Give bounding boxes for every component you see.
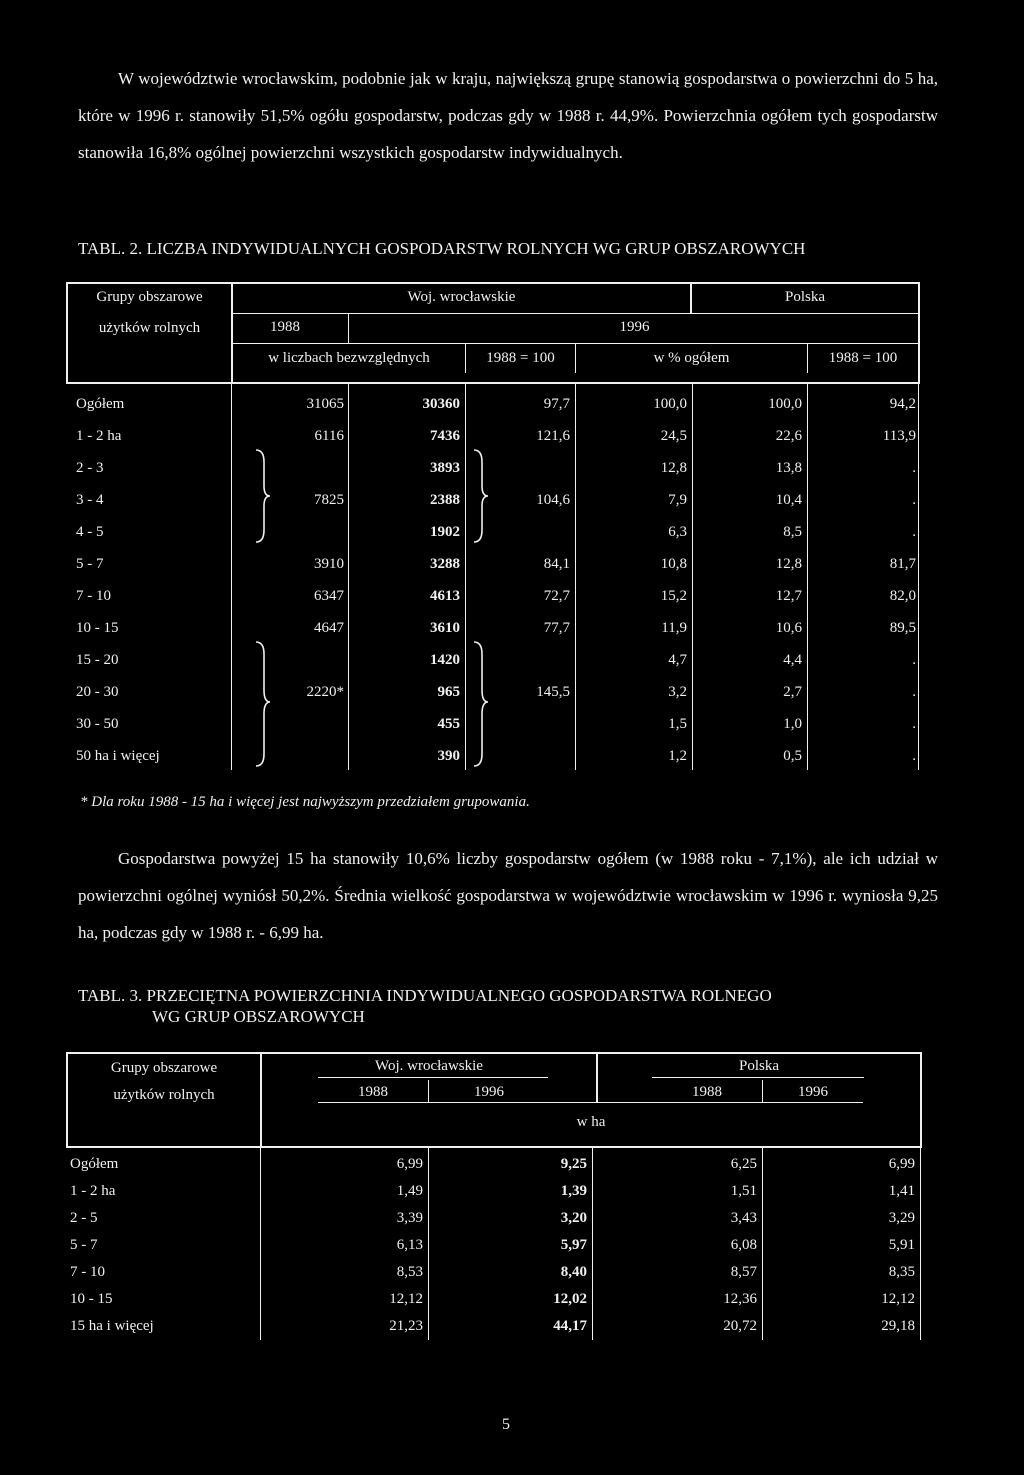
t3-cell-pl-1988: 12,36 [723, 1291, 757, 1307]
t2-cell-idx: 97,7 [543, 396, 570, 412]
t2-cell-idx-pl: 89,5 [889, 620, 916, 636]
t2-cell-pct-woj: 15,2 [660, 588, 687, 604]
t3-years-underline [318, 1102, 863, 1103]
t3-year-4: 1996 [798, 1084, 828, 1100]
t3-cell-pl-1988: 3,43 [730, 1210, 757, 1226]
t3-groups-line1: Grupy obszarowe [110, 1060, 218, 1076]
t2-row-label: 7 - 10 [76, 588, 111, 604]
t2-cell-idx: 104,6 [536, 492, 570, 508]
t3-year-3: 1988 [692, 1084, 722, 1100]
t2-cell-1996: 4613 [430, 588, 460, 604]
table2-title: TABL. 2. LICZBA INDYWIDUALNYCH GOSPODARSTW ROLNYCH WG GRUP OBSZAROWYCH [78, 239, 806, 258]
t2-cell-pct-woj: 3,2 [668, 684, 687, 700]
brace-idx-group2 [470, 640, 490, 768]
t2-cell-1988: 6347 [314, 588, 344, 604]
t2-row-label: 15 - 20 [76, 652, 119, 668]
t3-header-bottom [66, 1146, 922, 1148]
page-number: 5 [502, 1416, 510, 1433]
t3-cell-pl-1988: 20,72 [723, 1318, 757, 1334]
middle-paragraph: Gospodarstwa powyżej 15 ha stanowiły 10,6% liczby gospodarstw ogółem (w 1988 roku - 7,1%), ale ich udział w powierzchni ogólnej wyniósł 50,2%. Średnia wielkość gospodarstwa w województwie wrocławskim w 1996 r. wyniosła 9,25 ha, podczas gdy w 1988 r. - 6,99 ha. [78, 849, 938, 942]
t2-row-label: 1 - 2 ha [76, 428, 122, 444]
t2-row-label: 2 - 3 [76, 460, 104, 476]
t2-cell-idx: 72,7 [543, 588, 570, 604]
t3-woj-header: Woj. wrocławskie [375, 1058, 483, 1074]
t3-cell-pl-1996: 8,35 [888, 1264, 915, 1280]
t3-cell-pl-1988: 8,57 [730, 1264, 757, 1280]
t3-cell-woj-1996: 3,20 [560, 1210, 587, 1226]
t3-cell-woj-1996: 12,02 [553, 1291, 587, 1307]
t2-cell-pct-pl: 2,7 [783, 684, 802, 700]
t2-cell-1988: 6116 [314, 428, 344, 444]
table2-footnote: * Dla roku 1988 - 15 ha i więcej jest najwyższym przedziałem grupowania. [80, 794, 530, 810]
t2-groups-line1: Grupy obszarowe [96, 289, 203, 305]
t2-cell-pct-pl: 1,0 [783, 716, 802, 732]
t2-year-1996: 1996 [619, 319, 650, 335]
t2-cell-idx-pl: . [912, 748, 916, 764]
t2-cell-pct-woj: 11,9 [661, 620, 687, 636]
t3-body-line-e [920, 1148, 921, 1340]
t2-cell-1988: 31065 [306, 396, 344, 412]
t2-row-label: 20 - 30 [76, 684, 119, 700]
t3-cell-woj-1988: 6,13 [396, 1237, 423, 1253]
t3-cell-pl-1988: 1,51 [730, 1183, 757, 1199]
t2-cell-idx: 77,7 [543, 620, 570, 636]
t2-body-line-d [575, 384, 576, 770]
t3-cell-pl-1996: 12,12 [881, 1291, 915, 1307]
t2-cell-idx-pl: 94,2 [889, 396, 916, 412]
t2-idx1-header: 1988 = 100 [486, 350, 555, 366]
t3-row-label: 10 - 15 [70, 1291, 113, 1307]
t2-row-label: Ogółem [76, 396, 125, 412]
t2-cell-1996: 30360 [422, 396, 460, 412]
t3-top-border [66, 1052, 922, 1054]
t2-cell-pct-woj: 4,7 [668, 652, 687, 668]
t2-cell-idx-pl: 81,7 [889, 556, 916, 572]
t3-cell-woj-1988: 3,39 [396, 1210, 423, 1226]
t3-cell-pl-1996: 5,91 [888, 1237, 915, 1253]
t2-cell-1996: 3610 [430, 620, 460, 636]
t3-right-border [920, 1052, 922, 1148]
t2-row-label: 50 ha i więcej [76, 748, 160, 764]
t3-cell-pl-1988: 6,08 [730, 1237, 757, 1253]
t2-cell-pct-pl: 10,4 [775, 492, 802, 508]
t2-cell-idx-pl: . [912, 460, 916, 476]
t2-body-line-g [918, 384, 919, 770]
t2-cell-pct-pl: 8,5 [783, 524, 802, 540]
t3-cell-woj-1988: 6,99 [396, 1156, 423, 1172]
t2-cell-pct-woj: 100,0 [653, 396, 687, 412]
t2-cell-pct-woj: 1,2 [668, 748, 687, 764]
t2-row-label: 4 - 5 [76, 524, 104, 540]
t2-cell-1996: 7436 [430, 428, 460, 444]
t2-abs-header: w liczbach bezwzględnych [268, 350, 430, 366]
t3-cell-woj-1988: 1,49 [396, 1183, 423, 1199]
t3-year-1: 1988 [358, 1084, 388, 1100]
t3-cell-pl-1996: 1,41 [888, 1183, 915, 1199]
t3-body-line-d [762, 1148, 763, 1340]
t2-cell-1996: 390 [437, 748, 460, 764]
t3-cell-woj-1996: 5,97 [560, 1237, 587, 1253]
t3-cell-pl-1996: 6,99 [888, 1156, 915, 1172]
t2-cell-1996: 965 [437, 684, 460, 700]
t2-cell-1988: 4647 [314, 620, 344, 636]
table3-title-line2: WG GRUP OBSZAROWYCH [152, 1007, 365, 1026]
t2-cell-idx-pl: . [912, 684, 916, 700]
t2-year-1988: 1988 [270, 319, 300, 335]
t3-groups-line2: użytków rolnych [113, 1087, 215, 1103]
t2-pct-header: w % ogółem [653, 350, 730, 366]
t3-cell-pl-1996: 29,18 [881, 1318, 915, 1334]
intro-paragraph: W województwie wrocławskim, podobnie jak w kraju, największą grupę stanowią gospodarstwa o powierzchni do 5 ha, które w 1996 r. stanowiły 51,5% ogółu gospodarstw, podczas gdy w 1988 r. 44,9%. Powierzchnia ogółem tych gospodarstw stanowiła 16,8% ogólnej powierzchni wszystkich gospodarstw indywidualnych. [78, 69, 938, 162]
t2-row-label: 30 - 50 [76, 716, 119, 732]
t2-cell-1996: 455 [437, 716, 460, 732]
t2-cell-idx-pl: . [912, 492, 916, 508]
t2-cell-pct-pl: 0,5 [783, 748, 802, 764]
t2-cell-1988: 7825 [314, 492, 344, 508]
t2-header-bottom [66, 382, 920, 384]
t2-cell-idx: 121,6 [536, 428, 570, 444]
t2-body-line-f [807, 384, 808, 770]
t3-cell-woj-1988: 21,23 [389, 1318, 423, 1334]
t2-cell-pct-pl: 12,8 [775, 556, 802, 572]
t3-cell-woj-1988: 12,12 [389, 1291, 423, 1307]
t2-cell-pct-woj: 1,5 [668, 716, 687, 732]
t2-groups-line2: użytków rolnych [98, 320, 201, 336]
t2-cell-pct-woj: 12,8 [660, 460, 687, 476]
t3-row-label: 15 ha i więcej [70, 1318, 154, 1334]
t3-unit: w ha [576, 1114, 606, 1130]
t2-cell-pct-woj: 7,9 [668, 492, 687, 508]
t2-header-line1 [231, 313, 920, 314]
t2-cell-1996: 1420 [430, 652, 460, 668]
t2-cell-pct-woj: 10,8 [660, 556, 687, 572]
t3-row-label: 2 - 5 [70, 1210, 98, 1226]
t2-body-line-e [692, 384, 693, 770]
t3-cell-pl-1996: 3,29 [888, 1210, 915, 1226]
t3-cell-pl-1988: 6,25 [730, 1156, 757, 1172]
t3-woj-underline [318, 1077, 548, 1078]
t3-row-label: 1 - 2 ha [70, 1183, 116, 1199]
t2-cell-idx: 84,1 [543, 556, 570, 572]
t2-cell-pct-woj: 24,5 [660, 428, 687, 444]
t2-row-label: 10 - 15 [76, 620, 119, 636]
t2-cell-pct-pl: 22,6 [775, 428, 802, 444]
t2-row-label: 3 - 4 [76, 492, 104, 508]
t2-cell-idx-pl: . [912, 652, 916, 668]
t3-row-label: 5 - 7 [70, 1237, 98, 1253]
t3-body-line-a [260, 1148, 261, 1340]
t3-cell-woj-1996: 9,25 [560, 1156, 587, 1172]
t2-cell-pct-pl: 10,6 [775, 620, 802, 636]
t2-cell-pct-pl: 12,7 [775, 588, 802, 604]
brace-1988-group2 [252, 640, 272, 768]
t2-body-line-c [465, 384, 466, 770]
t2-cell-1988: 2220* [306, 684, 344, 700]
t2-cell-1996: 3893 [430, 460, 460, 476]
t2-cell-pct-pl: 4,4 [783, 652, 802, 668]
t2-cell-idx-pl: 82,0 [889, 588, 916, 604]
t2-top-border [66, 282, 920, 284]
t2-cell-idx-pl: . [912, 524, 916, 540]
t2-cell-idx-pl: . [912, 716, 916, 732]
t2-polska-header: Polska [784, 289, 825, 305]
t3-cell-woj-1996: 8,40 [560, 1264, 587, 1280]
t2-cell-1996: 2388 [430, 492, 460, 508]
t2-idx2-header: 1988 = 100 [828, 350, 898, 366]
t3-row-label: Ogółem [70, 1156, 119, 1172]
t3-cell-woj-1988: 8,53 [396, 1264, 423, 1280]
t3-cell-woj-1996: 1,39 [560, 1183, 587, 1199]
t3-body-line-b [428, 1148, 429, 1340]
t2-cell-pct-woj: 6,3 [668, 524, 687, 540]
t2-body-line-a [231, 384, 232, 770]
t2-cell-idx: 145,5 [536, 684, 570, 700]
t2-woj-header: Woj. wrocławskie [407, 289, 516, 305]
t3-cell-woj-1996: 44,17 [553, 1318, 587, 1334]
t3-polska-header: Polska [738, 1058, 779, 1074]
t3-body-line-c [592, 1148, 593, 1340]
t2-row-label: 5 - 7 [76, 556, 104, 572]
t3-year-2: 1996 [474, 1084, 504, 1100]
t2-body-line-b [348, 384, 349, 770]
t3-polska-underline [652, 1077, 864, 1078]
t2-cell-1996: 1902 [430, 524, 460, 540]
t2-cell-1996: 3288 [430, 556, 460, 572]
t2-cell-pct-pl: 100,0 [768, 396, 802, 412]
table3-title-line1: TABL. 3. PRZECIĘTNA POWIERZCHNIA INDYWIDUALNEGO GOSPODARSTWA ROLNEGO [78, 986, 772, 1005]
t2-cell-pct-pl: 13,8 [775, 460, 802, 476]
t2-cell-1988: 3910 [314, 556, 344, 572]
t3-row-label: 7 - 10 [70, 1264, 105, 1280]
t2-cell-idx-pl: 113,9 [882, 428, 916, 444]
